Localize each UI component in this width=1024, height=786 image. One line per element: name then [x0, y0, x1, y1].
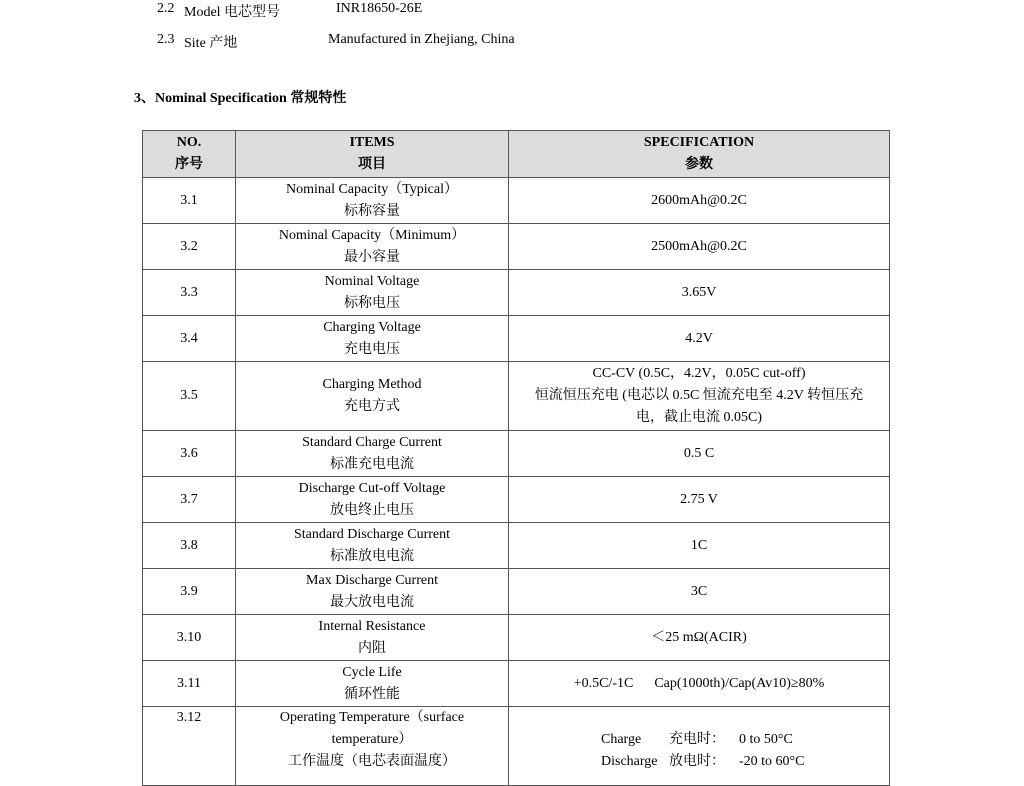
header-spec-zh: 参数	[685, 157, 713, 172]
discharge-range: -20 to 60°C	[739, 754, 805, 769]
row-spec	[509, 224, 890, 270]
row-no: 3.3	[143, 270, 236, 316]
row-spec	[509, 569, 890, 615]
model-label: Model 电芯型号	[184, 5, 281, 20]
header-spec	[509, 131, 890, 178]
charge-temp-line	[515, 729, 883, 751]
row-spec	[509, 316, 890, 362]
row-spec	[509, 661, 890, 707]
row-item	[236, 178, 509, 224]
row-no: 3.1	[143, 178, 236, 224]
row-item-zh: 最小容量	[344, 249, 400, 265]
charge-range: 0 to 50°C	[739, 732, 793, 747]
header-items-zh: 项目	[358, 157, 386, 172]
header-no	[143, 131, 236, 178]
row-no: 3.9	[143, 569, 236, 615]
row-spec-line: 1C	[690, 537, 708, 553]
table-row	[143, 178, 890, 224]
row-no: 3.8	[143, 523, 236, 569]
row-item-line: 工作温度（电芯表面温度）	[288, 754, 456, 769]
row-item-en: Nominal Capacity（Typical）	[285, 181, 459, 197]
table-row	[143, 523, 890, 569]
row-item-line: temperature）	[331, 732, 413, 747]
row-item-en: Charging Method	[322, 377, 422, 392]
header-items-en: ITEMS	[349, 135, 395, 150]
table-row	[143, 615, 890, 661]
row-item-zh: 标准放电电流	[330, 548, 414, 564]
spec-table	[142, 130, 890, 786]
row-item	[236, 316, 509, 362]
site-number: 2.3	[157, 32, 175, 47]
row-no: 3.12	[143, 707, 236, 786]
row-spec-line: 电，截止电流 0.05C)	[636, 410, 762, 425]
row-spec-line: 3C	[690, 583, 708, 599]
row-item-zh: 标称容量	[344, 203, 400, 219]
site-value: Manufactured in Zhejiang, China	[328, 32, 515, 47]
model-number: 2.2	[157, 1, 175, 16]
row-no: 3.4	[143, 316, 236, 362]
discharge-label-zh: 放电时：	[669, 754, 725, 769]
row-item-en: Nominal Voltage	[324, 273, 420, 289]
row-item-zh: 标准充电电流	[330, 456, 414, 472]
table-row	[143, 477, 890, 523]
site-label: Site 产地	[184, 36, 238, 51]
row-item-zh: 充电方式	[344, 399, 400, 414]
table-row	[143, 224, 890, 270]
table-row-operating-temperature	[143, 707, 890, 786]
discharge-label-en: Discharge	[601, 754, 658, 769]
row-item	[236, 477, 509, 523]
row-item	[236, 270, 509, 316]
row-item	[236, 615, 509, 661]
row-item-en: Internal Resistance	[318, 618, 426, 634]
row-no: 3.7	[143, 477, 236, 523]
table-row	[143, 362, 890, 431]
header-no-zh: 序号	[175, 157, 203, 172]
row-item-en: Cycle Life	[342, 664, 402, 680]
row-spec	[509, 178, 890, 224]
row-no: 3.10	[143, 615, 236, 661]
row-item-zh: 充电电压	[344, 341, 400, 357]
row-spec	[509, 431, 890, 477]
row-item-zh: 标称电压	[344, 295, 400, 311]
row-spec-line: 恒流恒压充电 (电芯以 0.5C 恒流充电至 4.2V 转恒压充	[534, 388, 864, 403]
table-row	[143, 569, 890, 615]
row-item	[236, 569, 509, 615]
row-item-en: Standard Charge Current	[302, 434, 442, 450]
row-no: 3.6	[143, 431, 236, 477]
row-no: 3.5	[143, 362, 236, 431]
row-item	[236, 707, 509, 786]
header-spec-en: SPECIFICATION	[643, 135, 755, 150]
row-item-en: Nominal Capacity（Minimum）	[278, 227, 466, 243]
row-spec-line: +0.5C/-1C Cap(1000th)/Cap(Av10)≥80%	[573, 675, 825, 691]
row-spec	[509, 615, 890, 661]
row-item	[236, 661, 509, 707]
row-item-en: Standard Discharge Current	[293, 526, 451, 542]
header-items	[236, 131, 509, 178]
row-spec-line: 2500mAh@0.2C	[651, 238, 747, 254]
row-item	[236, 431, 509, 477]
discharge-temp-line	[515, 751, 883, 773]
row-item	[236, 362, 509, 431]
table-row	[143, 431, 890, 477]
table-header-row	[143, 131, 890, 178]
row-spec	[509, 270, 890, 316]
row-no: 3.11	[143, 661, 236, 707]
row-spec	[509, 477, 890, 523]
row-item-zh: 内阻	[358, 640, 386, 656]
model-value: INR18650-26E	[336, 1, 423, 16]
row-no: 3.2	[143, 224, 236, 270]
row-spec	[509, 523, 890, 569]
header-no-en: NO.	[176, 135, 202, 150]
row-spec-line: CC-CV (0.5C，4.2V，0.05C cut-off)	[592, 366, 806, 381]
row-item-zh: 放电终止电压	[330, 502, 414, 518]
row-item	[236, 224, 509, 270]
row-spec-line: 4.2V	[685, 330, 713, 346]
table-row	[143, 270, 890, 316]
row-spec-line: 0.5 C	[683, 445, 715, 461]
row-item-zh: 最大放电电流	[330, 594, 414, 610]
row-item-en: Max Discharge Current	[306, 572, 438, 588]
row-item-en: Charging Voltage	[323, 319, 421, 335]
row-spec	[509, 707, 890, 786]
row-item-line: Operating Temperature（surface	[279, 710, 465, 725]
row-spec-line: 2600mAh@0.2C	[651, 192, 747, 208]
row-spec-line: 3.65V	[681, 284, 717, 300]
charge-label-zh: 充电时：	[669, 732, 725, 747]
table-row	[143, 316, 890, 362]
row-spec	[509, 362, 890, 431]
table-row	[143, 661, 890, 707]
row-spec-line: ＜25 mΩ(ACIR)	[651, 629, 747, 645]
row-item-zh: 循环性能	[344, 686, 400, 702]
row-spec-line: 2.75 V	[680, 491, 718, 507]
section-heading: 3、Nominal Specification 常规特性	[134, 91, 347, 106]
row-item	[236, 523, 509, 569]
row-item-en: Discharge Cut-off Voltage	[298, 480, 446, 496]
charge-label-en: Charge	[601, 732, 642, 747]
